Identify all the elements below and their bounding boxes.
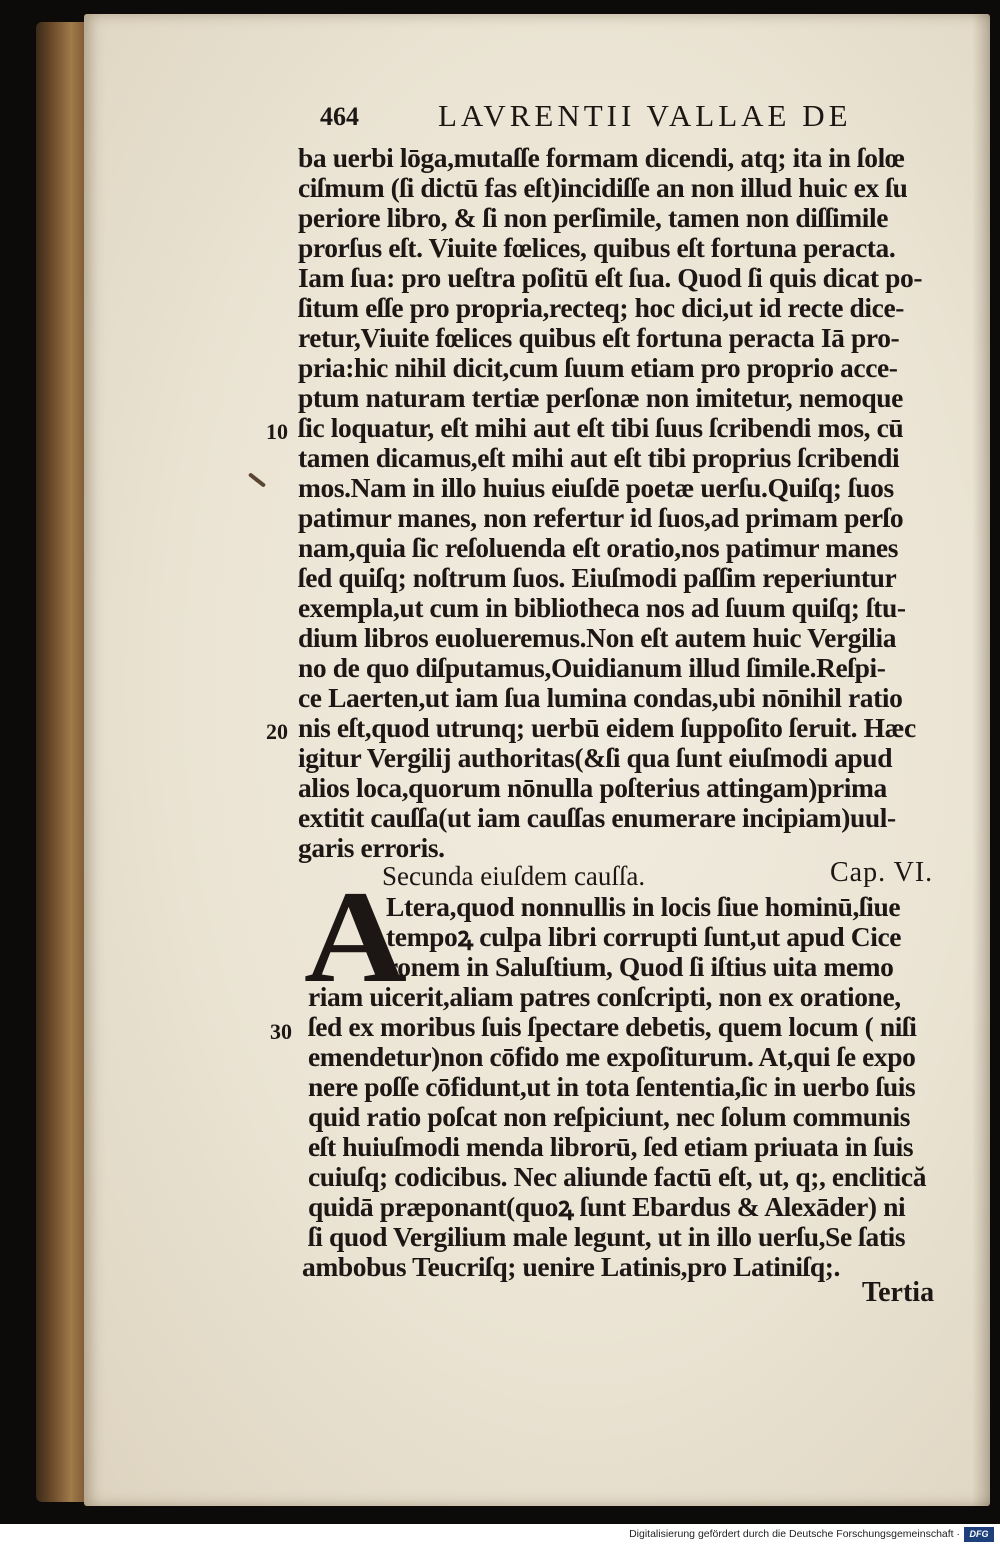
body-line: nam,quia ſic reſoluenda eſt oratio,nos patimur manes xyxy=(298,532,899,563)
chapter-line: tempoꝝ culpa libri corrupti ſunt,ut apud Cice xyxy=(386,921,902,952)
chapter-line: ſi quod Vergilium male legunt, ut in illo uerſu,Se ſatis xyxy=(308,1221,906,1252)
chapter-line: quidā præponant(quoꝝ ſunt Ebardus & Alexāder) ni xyxy=(308,1191,906,1222)
page-number: 464 xyxy=(320,102,359,131)
catchword: Tertia xyxy=(862,1277,935,1308)
chapter-line: eſt huiuſmodi menda librorū, ſed etiam priuata in ſuis xyxy=(308,1131,914,1162)
dfg-logo: DFG xyxy=(964,1527,994,1542)
margin-line-number: 20 xyxy=(266,719,288,744)
chapter-line: ronem in Saluſtium, Quod ſi iſtius uita memo xyxy=(386,951,894,982)
chapter-number: Cap. VI. xyxy=(830,857,934,888)
funding-notice: Digitalisierung gefördert durch die Deutsche Forschungsgemeinschaft · xyxy=(629,1528,960,1540)
running-head xyxy=(320,98,880,138)
drop-cap-initial: A xyxy=(304,863,407,1010)
chapter-line: riam uicerit,aliam patres conſcripti, non ex oratione, xyxy=(308,981,901,1012)
body-line: pria:hic nihil dicit,cum ſuum etiam pro proprio acce- xyxy=(298,352,898,383)
body-line: mos.Nam in illo huius eiuſdē poetæ uerſu.Quiſq; ſuos xyxy=(298,472,894,503)
body-line: ptum naturam tertiæ perſonæ non imitetur, nemoque xyxy=(298,382,903,413)
margin-line-number: 10 xyxy=(266,419,288,444)
footer-bar xyxy=(0,1524,1000,1546)
margin-line-number: 30 xyxy=(270,1019,292,1044)
body-line: dium libros euolueremus.Non eſt autem huic Vergilia xyxy=(298,622,897,653)
body-line: extitit cauſſa(ut iam cauſſas enumerare incipiam)uul- xyxy=(298,802,896,833)
body-line: igitur Vergilij authoritas(&ſi qua ſunt eiuſmodi apud xyxy=(298,742,893,773)
chapter-line: quid ratio poſcat non reſpiciunt, nec ſolum communis xyxy=(308,1101,911,1132)
body-line: prorſus eſt. Viuite fœlices, quibus eſt fortuna peracta. xyxy=(298,232,896,263)
body-line: periore libro, & ſi non perſimile, tamen non diſſimile xyxy=(298,202,889,233)
chapter-line: ambobus Teucriſq; uenire Latinis,pro Latiniſq;. xyxy=(302,1251,840,1282)
body-line: ſed quiſq; noſtrum ſuos. Eiuſmodi paſſim reperiuntur xyxy=(298,562,897,593)
chapter-line: ſed ex moribus ſuis ſpectare debetis, quem locum ( niſi xyxy=(308,1011,917,1042)
body-line: tamen dicamus,eſt mihi aut eſt tibi proprius ſcribendi xyxy=(298,442,900,473)
body-line: ba uerbi lōga,mutaſſe formam dicendi, atq; ita in ſolœ xyxy=(298,142,905,173)
chapter-heading: Secunda eiuſdem cauſſa. xyxy=(382,861,646,891)
body-line: ce Laerten,ut iam ſua lumina condas,ubi nōnihil ratio xyxy=(298,682,903,713)
body-line: exempla,ut cum in bibliotheca nos ad ſuum quiſq; ſtu- xyxy=(298,592,906,623)
chapter-line: nere poſſe cōfidunt,ut in tota ſententia,ſic in uerbo ſuis xyxy=(308,1071,916,1102)
running-title: LAVRENTII VALLAE DE xyxy=(438,98,852,133)
body-line: garis erroris. xyxy=(298,832,445,863)
body-line: ſic loquatur, eſt mihi aut eſt tibi ſuus ſcribendi mos, cū xyxy=(298,412,904,443)
chapter-line: Ltera,quod nonnullis in locis ſiue hominū,ſiue xyxy=(386,891,901,922)
body-line: no de quo diſputamus,Ouidianum illud ſimile.Reſpi- xyxy=(298,652,886,683)
chapter-line: emendetur)non cōfido me expoſiturum. At,qui ſe expo xyxy=(308,1041,916,1072)
body-line: ciſmum (ſi dictū fas eſt)incidiſſe an non illud huic ex ſu xyxy=(298,172,908,203)
body-line: ſitum eſſe pro propria,recteq; hoc dici,ut id recte dice- xyxy=(298,292,905,323)
body-line: Iam ſua: pro ueſtra poſitū eſt ſua. Quod ſi quis dicat po- xyxy=(298,262,923,293)
body-line: nis eſt,quod utrunq; uerbū eidem ſuppoſito ſeruit. Hæc xyxy=(298,712,916,743)
chapter-line: cuiuſq; codicibus. Nec aliunde factū eſt, ut, q;, enclitică xyxy=(308,1161,927,1192)
body-line: retur,Viuite fœlices quibus eſt fortuna peracta Iā pro- xyxy=(298,322,900,353)
body-line: alios loca,quorum nōnulla poſterius attingam)prima xyxy=(298,772,887,803)
body-line: patimur manes, non refertur id ſuos,ad primam perſo xyxy=(298,502,904,533)
